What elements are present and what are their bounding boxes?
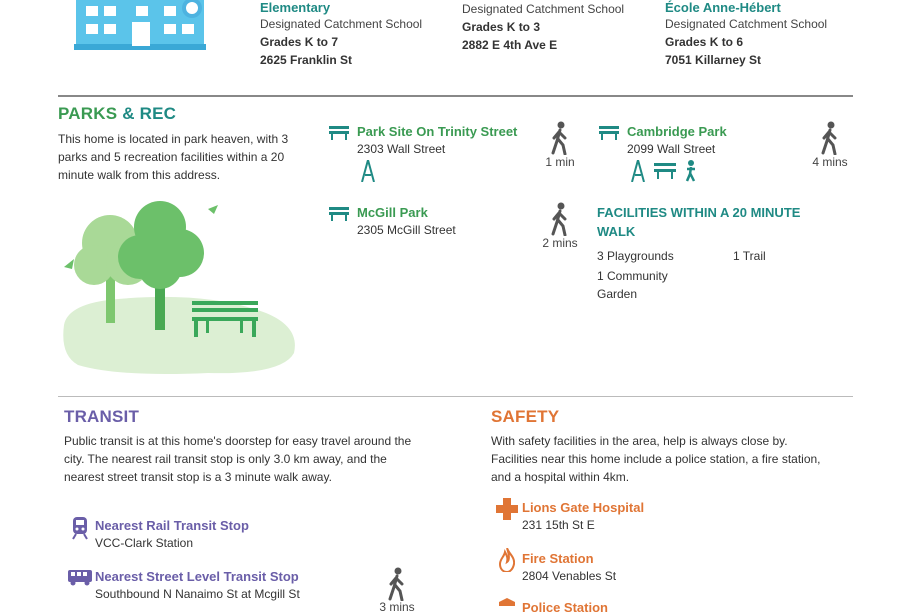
- safety-item-name: Lions Gate Hospital: [522, 500, 645, 515]
- walking-person-icon: [550, 121, 570, 155]
- transit-item-name: Nearest Rail Transit Stop: [95, 518, 249, 533]
- walk-time: 2 mins: [542, 236, 578, 250]
- transit-item-name: Nearest Street Level Transit Stop: [95, 569, 299, 584]
- divider: [58, 396, 853, 397]
- parks-description: This home is located in park heaven, with 3 parks and 5 recreation facilities within a 20 minute walk from this address.: [58, 132, 289, 182]
- park-address: 2099 Wall Street: [627, 142, 716, 156]
- school-building-icon: [74, 0, 214, 52]
- picnic-table-icon: [654, 163, 676, 179]
- school-address: 2625 Franklin St: [260, 53, 353, 67]
- safety-description: With safety facilities in the area, help is always close by. Facilities near this home include a police station, a fire station, and a hospital within 4km.: [491, 434, 821, 484]
- title-part: & REC: [122, 104, 177, 123]
- divider: [58, 95, 853, 97]
- walking-person-icon: [387, 567, 407, 601]
- bench-icon: [599, 126, 619, 140]
- walking-person-icon: [820, 121, 840, 155]
- school-type: Designated Catchment School: [665, 17, 828, 31]
- park-name: McGill Park: [357, 205, 428, 220]
- park-address: 2303 Wall Street: [357, 142, 446, 156]
- section-title-safety: SAFETY: [491, 407, 560, 426]
- facility-item: 1 Trail: [733, 249, 766, 263]
- park-address: 2305 McGill Street: [357, 223, 456, 237]
- train-icon: [72, 516, 88, 540]
- walk-time: 3 mins: [379, 600, 415, 614]
- school-card-1: [260, 0, 422, 69]
- bus-icon: [68, 570, 92, 586]
- section-title-parks: [58, 104, 176, 124]
- swing-icon: [360, 160, 376, 182]
- title-part: PARKS: [58, 104, 118, 123]
- school-grades: Grades K to 3: [462, 20, 541, 34]
- school-name: École Anne-Hébert: [665, 0, 781, 15]
- school-grades: Grades K to 7: [260, 35, 339, 49]
- school-address: 7051 Killarney St: [665, 53, 762, 67]
- facility-item: 1 Community Garden: [597, 269, 668, 301]
- transit-item-detail: Southbound N Nanaimo St at Mcgill St: [95, 587, 300, 601]
- school-type: Designated Catchment School: [462, 2, 625, 16]
- walk-time: 4 mins: [812, 155, 848, 169]
- school-type: Designated Catchment School: [260, 17, 423, 31]
- section-title-transit: TRANSIT: [64, 407, 140, 426]
- school-address: 2882 E 4th Ave E: [462, 38, 558, 52]
- park-name: Cambridge Park: [627, 124, 727, 139]
- facility-item: 3 Playgrounds: [597, 249, 674, 263]
- fitness-icon: [684, 160, 698, 182]
- safety-item-name: Fire Station: [522, 551, 594, 566]
- fire-icon: [499, 548, 515, 572]
- school-grades: Grades K to 6: [665, 35, 744, 49]
- park-illustration: [58, 195, 300, 377]
- transit-item-detail: VCC-Clark Station: [95, 536, 194, 550]
- school-card-3: [665, 0, 827, 69]
- police-icon: [497, 598, 517, 606]
- safety-item-address: 2804 Venables St: [522, 569, 617, 583]
- school-card-2: [462, 0, 624, 54]
- walk-time: 1 min: [545, 155, 575, 169]
- transit-description: Public transit is at this home's doorstep for easy travel around the city. The nearest rail transit stop is only 3.0 km away, and the nearest street transit stop is a 3 minute walk away.: [64, 434, 412, 484]
- safety-item-address: 231 15th St E: [522, 518, 595, 532]
- walking-person-icon: [550, 202, 570, 236]
- hospital-cross-icon: [496, 498, 518, 520]
- bench-icon: [329, 126, 349, 140]
- school-name: Elementary: [260, 0, 331, 15]
- park-name: Park Site On Trinity Street: [357, 124, 518, 139]
- bench-icon: [329, 207, 349, 221]
- facilities-title: FACILITIES WITHIN A 20 MINUTE WALK: [597, 205, 801, 239]
- safety-item-name: Police Station: [522, 600, 608, 615]
- swing-icon: [630, 160, 646, 182]
